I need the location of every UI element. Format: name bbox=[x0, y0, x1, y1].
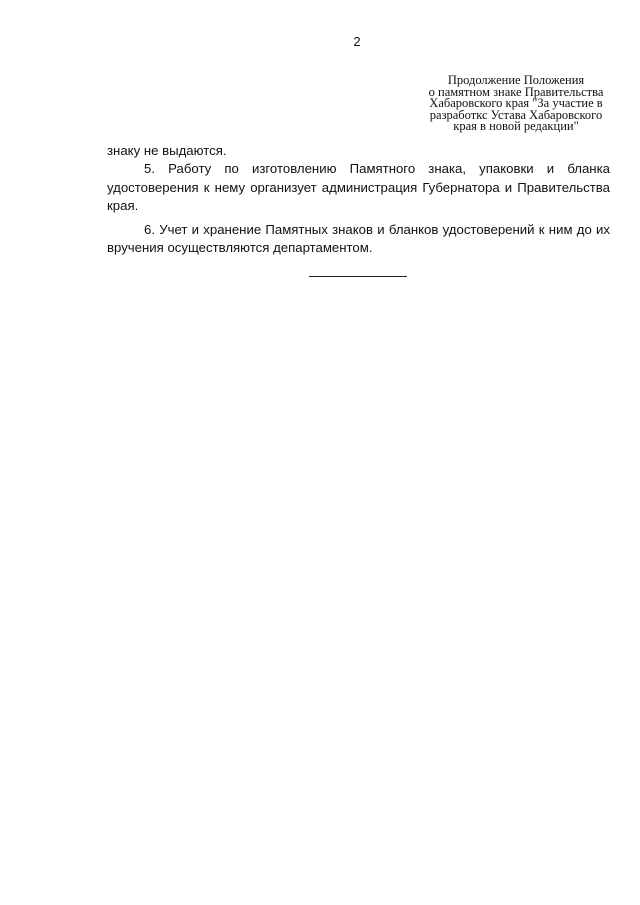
end-of-document-rule bbox=[309, 276, 407, 277]
continuation-header-line: о памятном знаке Правительства bbox=[428, 84, 604, 99]
document-body bbox=[107, 142, 610, 258]
continuation-header-line: разработкс Устава Хабаровского bbox=[429, 107, 603, 122]
paragraph-tail: знаку не выдаются. bbox=[107, 143, 227, 158]
page-number: 2 bbox=[353, 34, 361, 49]
continuation-header-line: Хабаровского края "За участие в bbox=[429, 96, 603, 110]
item-5-paragraph: 5. Работу по изготовлению Памятного знака, упаковки и бланка удостоверения к нему организует администрация Губернатора и Правительства края. bbox=[107, 161, 610, 213]
item-6-paragraph: 6. Учет и хранение Памятных знаков и бланков удостоверений к ним до их вручения осуществляются департаментом. bbox=[107, 222, 610, 256]
continuation-header-line: края в новой редакции" bbox=[453, 119, 579, 133]
continuation-header bbox=[405, 75, 627, 133]
continuation-header-line: Продолжение Положения bbox=[447, 73, 585, 87]
